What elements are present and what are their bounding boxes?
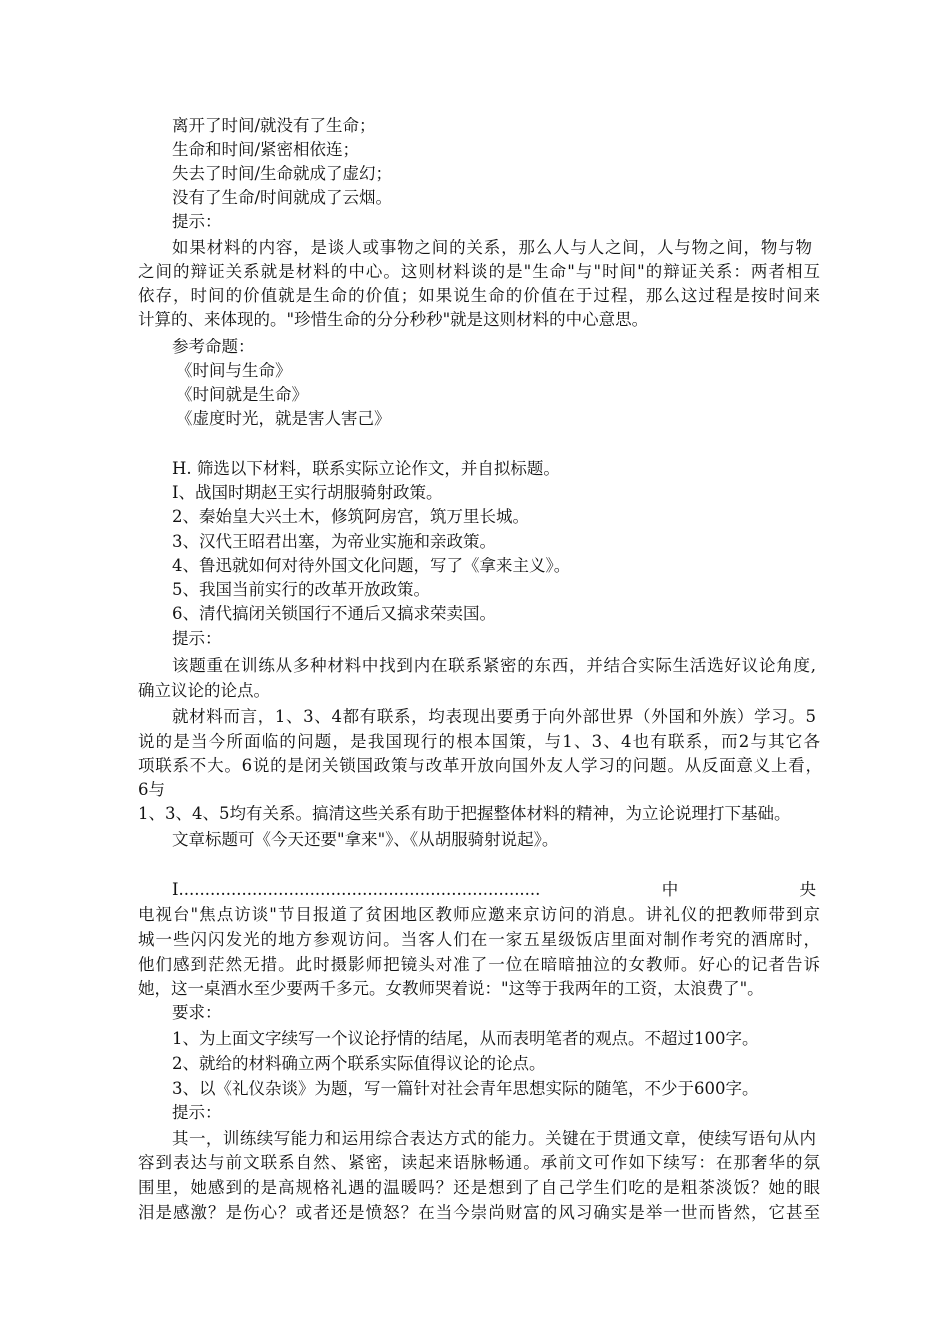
paragraph-line: 就材料而言，1、3、4都有联系，均表现出要勇于向外部世界（外国和外族）学习。5: [172, 707, 816, 726]
paragraph-line: 确立议论的论点。: [138, 681, 270, 700]
paragraph-line: 说的是当今所面临的问题，是我国现行的根本国策，与1、3、4也有联系，而2与其它各: [138, 732, 820, 751]
paragraph-line: 项联系不大。6说的是闭关锁国政策与改革开放向国外友人学习的问题。从反面意义上看，: [138, 756, 822, 775]
paragraph-line: 容到表达与前文联系自然、紧密，读起来语脉畅通。承前文可作如下续写：在那奢华的氛: [138, 1153, 820, 1172]
paragraph-line: 其一，训练续写能力和运用综合表达方式的能力。关键在于贯通文章，使续写语句从内: [172, 1129, 816, 1148]
list-item: 6、清代搞闭关锁国行不通后又搞求荣卖国。: [172, 604, 496, 623]
reference-title: 《时间与生命》: [176, 361, 292, 380]
requirement-item: 1、为上面文字续写一个议论抒情的结尾，从而表明笔者的观点。不超过100字。: [172, 1029, 759, 1048]
list-item: I、战国时期赵王实行胡服骑射政策。: [172, 483, 443, 502]
requirement-item: 3、以《礼仪杂谈》为题，写一篇针对社会青年思想实际的随笔，不少于600字。: [172, 1079, 759, 1098]
paragraph-line: 如果材料的内容，是谈人或事物之间的关系，那么人与人之间，人与物之间，物与物: [172, 238, 812, 257]
paragraph-line: 泪是感激？是伤心？或者还是愤怒？在当今崇尚财富的风习确实是举一世而皆然，它甚至: [138, 1203, 820, 1222]
paragraph-line: 他们感到茫然无措。此时摄影师把镜头对准了一位在暗暗抽泣的女教师。好心的记者告诉: [138, 955, 820, 974]
list-item: 4、鲁迅就如何对待外国文化问题，写了《拿来主义》。: [172, 556, 571, 575]
paragraph-line: 该题重在训练从多种材料中找到内在联系紧密的东西，并结合实际生活选好议论角度,: [172, 656, 816, 675]
poem-line: 离开了时间/就没有了生命；: [172, 116, 376, 135]
list-item: 5、我国当前实行的改革开放政策。: [172, 580, 430, 599]
paragraph-line: 围里，她感到的是高规格礼遇的温暖吗？还是想到了自己学生们吃的是粗茶淡饭？她的眼: [138, 1178, 820, 1197]
requirement-item: 2、就给的材料确立两个联系实际值得议论的论点。: [172, 1054, 546, 1073]
section-heading: H. 筛选以下材料，联系实际立论作文，并自拟标题。: [172, 459, 560, 478]
reference-title: 《时间就是生命》: [176, 385, 308, 404]
paragraph-line: 依存，时间的价值就是生命的价值；如果说生命的价值在于过程，那么这过程是按时间来: [138, 286, 820, 305]
poem-line: 失去了时间/生命就成了虚幻；: [172, 164, 393, 183]
poem-line: 生命和时间/紧密相依连；: [172, 140, 360, 159]
poem-line: 没有了生命/时间就成了云烟。: [172, 188, 393, 207]
requirements-label: 要求：: [172, 1003, 222, 1022]
paragraph-line: 她，这一桌酒水至少要两千多元。女教师哭着说："这等于我两年的工资，太浪费了"。: [138, 979, 764, 998]
list-item: 3、汉代王昭君出塞，为帝业实施和亲政策。: [172, 532, 496, 551]
paragraph-line: 6与: [138, 780, 165, 799]
paragraph-line: 城一些闪闪发光的地方参观访问。当客人们在一家五星级饭店里面对制作考究的酒席时，: [138, 930, 820, 949]
paragraph-line: 文章标题可《今天还要"拿来"》、《从胡服骑射说起》。: [172, 830, 559, 849]
hint-label: 提示：: [172, 1103, 222, 1122]
hint-label: 提示：: [172, 629, 222, 648]
paragraph-line: 电视台"焦点访谈"节目报道了贫困地区教师应邀来京访问的消息。讲礼仪的把教师带到京: [138, 905, 820, 924]
reference-label: 参考命题：: [172, 337, 255, 356]
hint-label: 提示：: [172, 212, 222, 231]
section-heading: I.....................................................................中央: [172, 880, 816, 899]
reference-title: 《虚度时光，就是害人害己》: [176, 409, 391, 428]
paragraph-line: 计算的、来体现的。"珍惜生命的分分秒秒"就是这则材料的中心意思。: [138, 310, 649, 329]
list-item: 2、秦始皇大兴土木，修筑阿房宫，筑万里长城。: [172, 507, 529, 526]
paragraph-line: 之间的辩证关系就是材料的中心。这则材料谈的是"生命"与"时间"的辩证关系：两者相互: [138, 262, 820, 281]
paragraph-line: 1、3、4、5均有关系。搞清这些关系有助于把握整体材料的精神，为立论说理打下基础。: [138, 804, 791, 823]
